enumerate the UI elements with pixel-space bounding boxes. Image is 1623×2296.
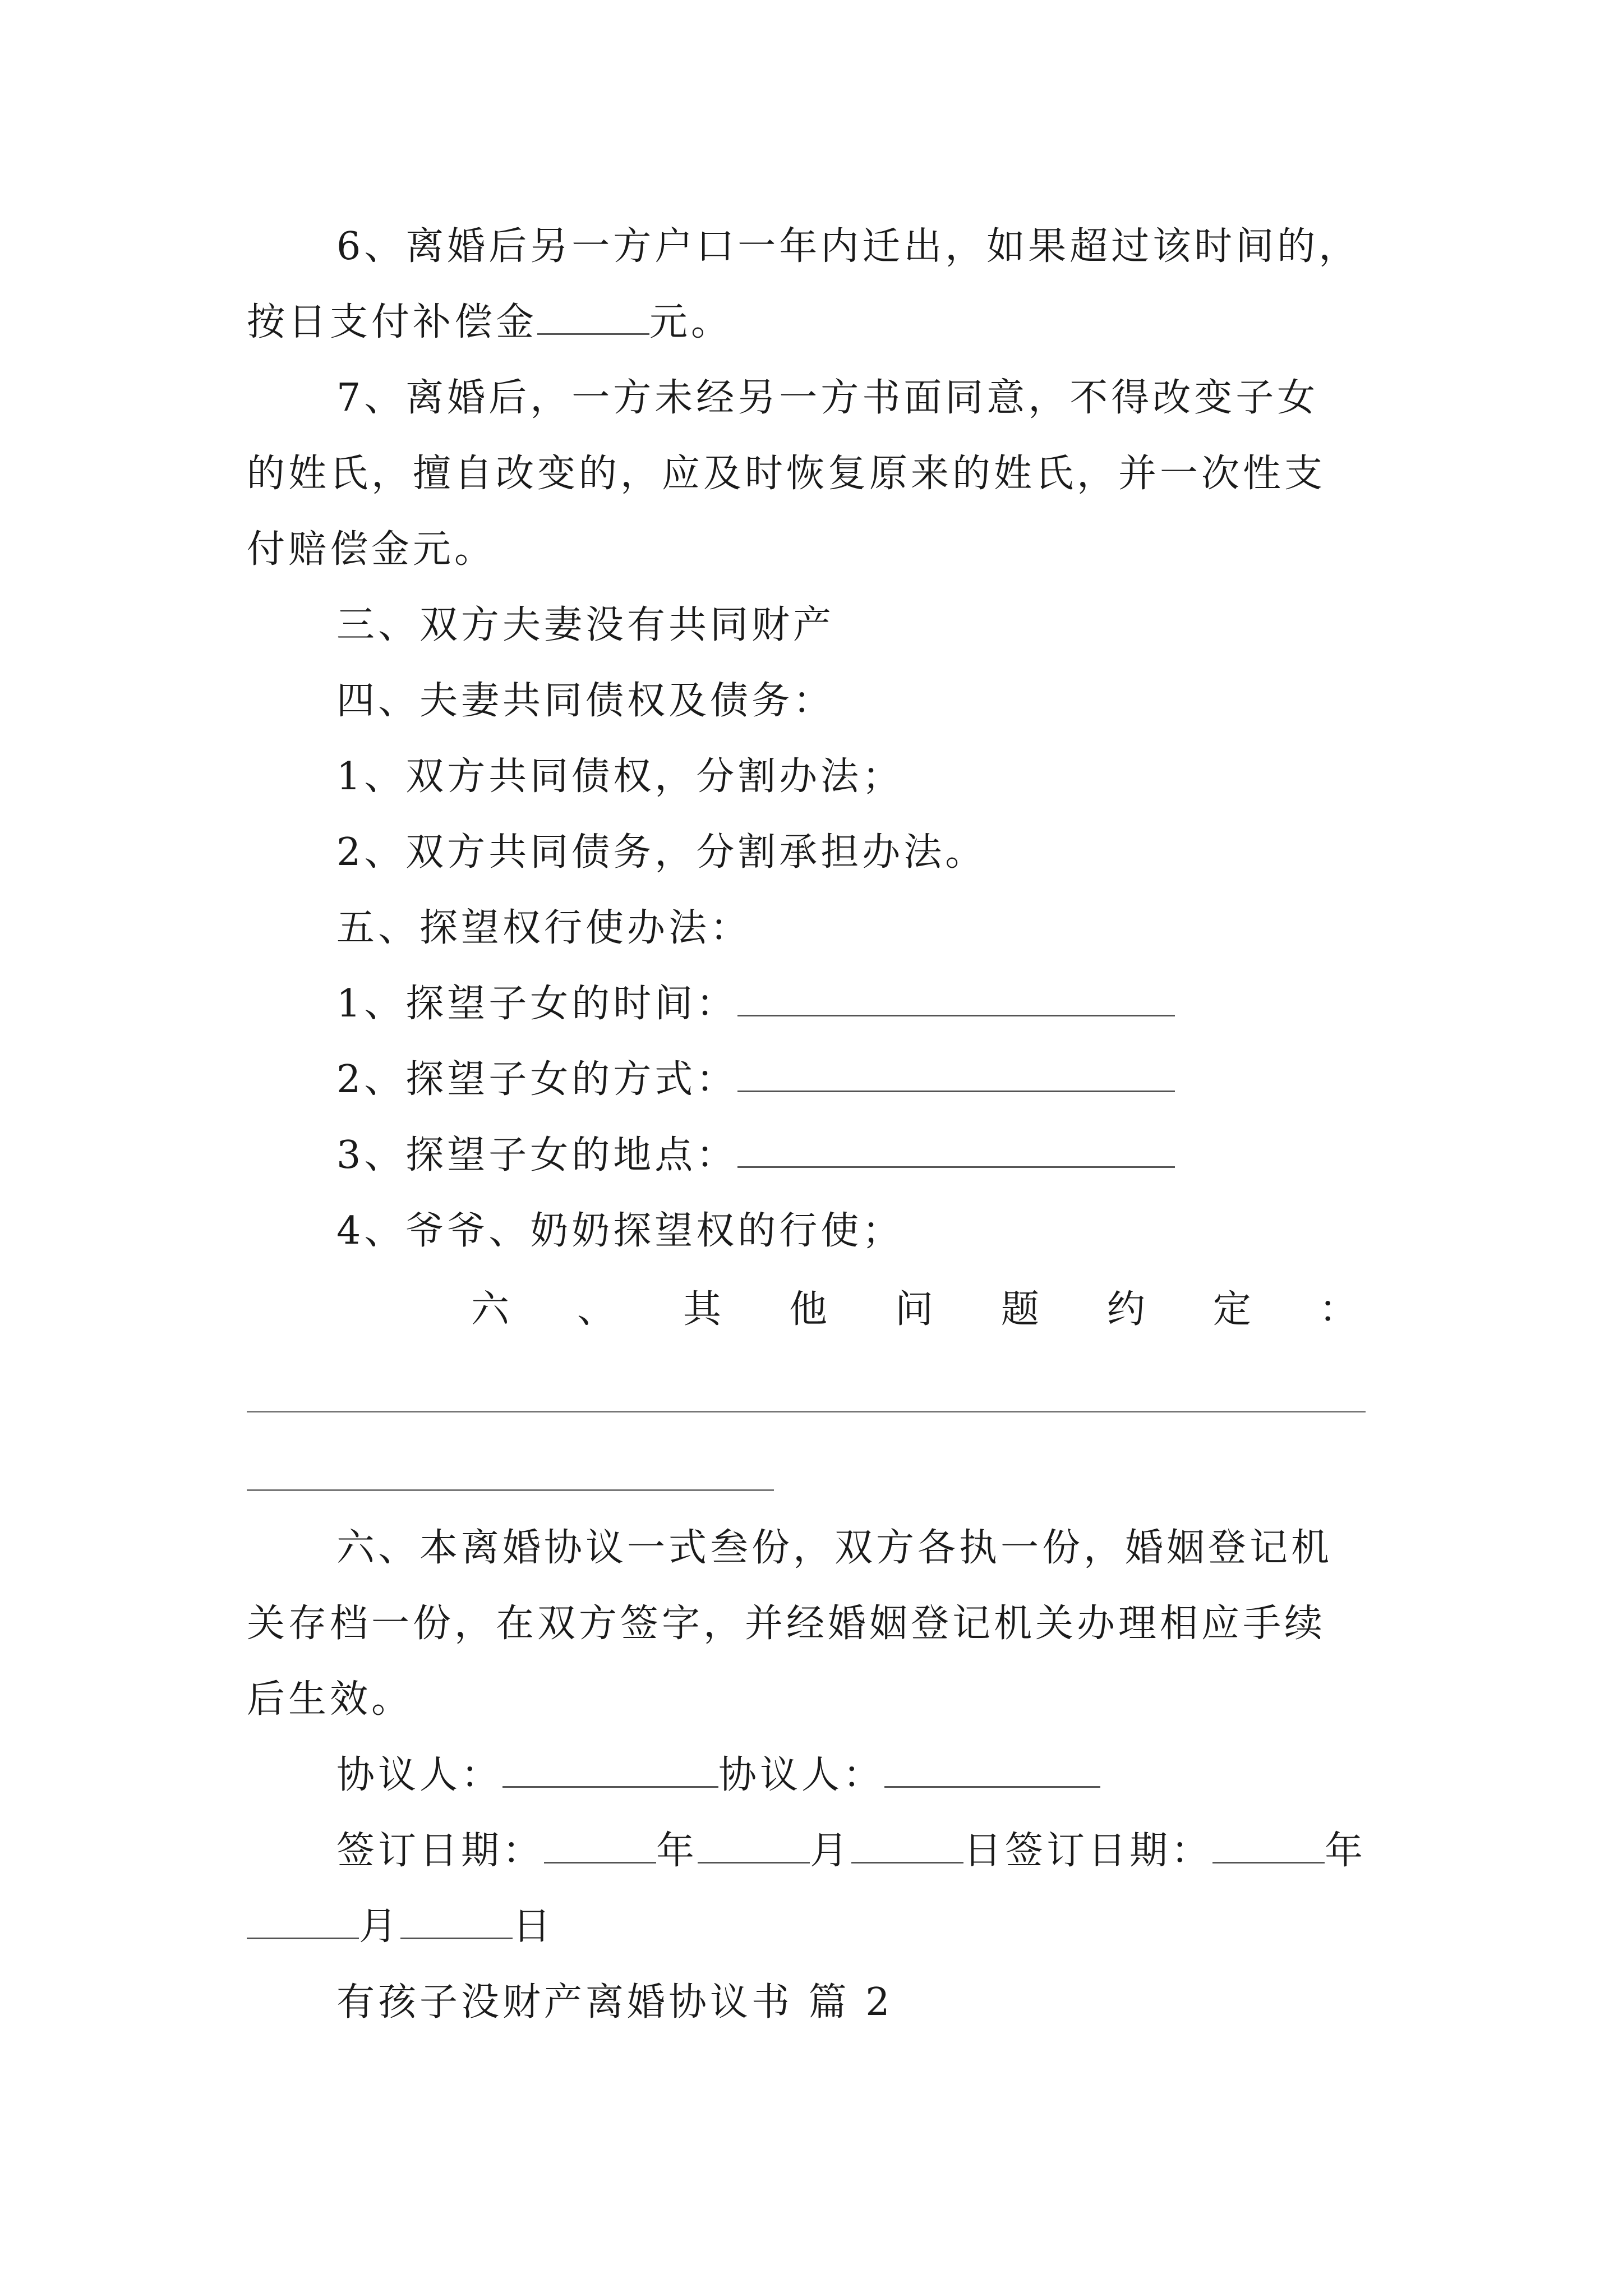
party-1-label: 协议人： [336,1753,503,1797]
section-6-char: 他 [789,1287,827,1332]
paragraph-7-line-1: 7、离婚后，一方未经另一方书面同意，不得改变子女 [336,376,1319,420]
section-5-item-2 [336,1052,1175,1108]
section-4-heading: 四、夫妻共同债权及债务： [336,679,835,723]
day-label-2: 日 [513,1904,555,1949]
visit-time-label: 1、探望子女的时间： [336,982,738,1026]
year-label-2: 年 [1325,1829,1367,1873]
section-5-item-1 [336,976,1175,1032]
section-6-char: 定 [1212,1287,1251,1332]
month-label-2: 月 [359,1904,401,1949]
party-1-signature-blank [502,1752,718,1788]
section-6-char: 其 [683,1287,721,1332]
section-6-char: ： [1318,1287,1357,1332]
day-blank-1 [851,1828,963,1864]
section-3-heading: 三、双方夫妻没有共同财产 [336,603,835,647]
month-blank-2 [247,1904,359,1939]
sign-date-line-2 [247,1899,554,1955]
party-2-label: 协议人： [718,1753,885,1797]
section-6-char: 问 [895,1287,933,1332]
sign-date-line [336,1823,1366,1879]
paragraph-6-line-1: 6、离婚后另一方户口一年内迁出，如果超过该时间的， [336,224,1361,269]
paragraph-6-compensation-text: 按日支付补偿金 [247,300,538,344]
visit-place-blank [737,1133,1175,1168]
section-5-item-3 [336,1128,1175,1184]
sign-date-label-1: 签订日期： [336,1829,545,1873]
paragraph-7-line-2: 的姓氏，擅自改变的，应及时恢复原来的姓氏，并一次性支 [247,452,1326,496]
signature-line [336,1747,1100,1803]
year-blank-1 [544,1828,656,1864]
paragraph-6-line-2 [247,295,732,351]
section-6-char: 题 [1000,1287,1039,1332]
party-2-signature-blank [884,1752,1100,1788]
year-label-1: 年 [656,1829,698,1873]
section-6b-line-1: 六、本离婚协议一式叁份，双方各执一份，婚姻登记机 [336,1526,1333,1570]
section-5-heading: 五、探望权行使办法： [336,906,752,950]
visit-place-label: 3、探望子女的地点： [336,1133,738,1177]
next-article-title: 有孩子没财产离婚协议书 篇 2 [336,1980,893,2024]
section-6-char: 约 [1106,1287,1145,1332]
section-6-char: 六 [471,1287,510,1332]
section-6b-line-3: 后生效。 [247,1677,413,1722]
section-5-item-4: 4、爷爷、奶奶探望权的行使； [336,1209,904,1253]
visit-method-label: 2、探望子女的方式： [336,1057,738,1102]
section-4-item-1: 1、双方共同债权，分割办法； [336,754,904,799]
section-6b-line-2: 关存档一份，在双方签字，并经婚姻登记机关办理相应手续 [247,1602,1326,1646]
year-blank-2 [1212,1828,1325,1864]
section-6-heading [471,1282,1357,1338]
paragraph-7-line-3: 付赔偿金元。 [247,527,496,572]
other-terms-blank-line-1 [247,1411,1366,1412]
section-4-item-2: 2、双方共同债务，分割承担办法。 [336,830,987,875]
visit-time-blank [737,981,1175,1016]
month-blank-1 [698,1828,810,1864]
visit-method-blank [737,1057,1175,1092]
paragraph-6-unit: 元。 [649,300,733,344]
month-label-1: 月 [810,1829,852,1873]
compensation-amount-blank [537,300,649,335]
other-terms-blank-line-2 [247,1489,774,1491]
day-and-date-label-2: 日签订日期： [963,1829,1213,1873]
day-blank-2 [400,1904,513,1939]
section-6-char: 、 [577,1287,615,1332]
